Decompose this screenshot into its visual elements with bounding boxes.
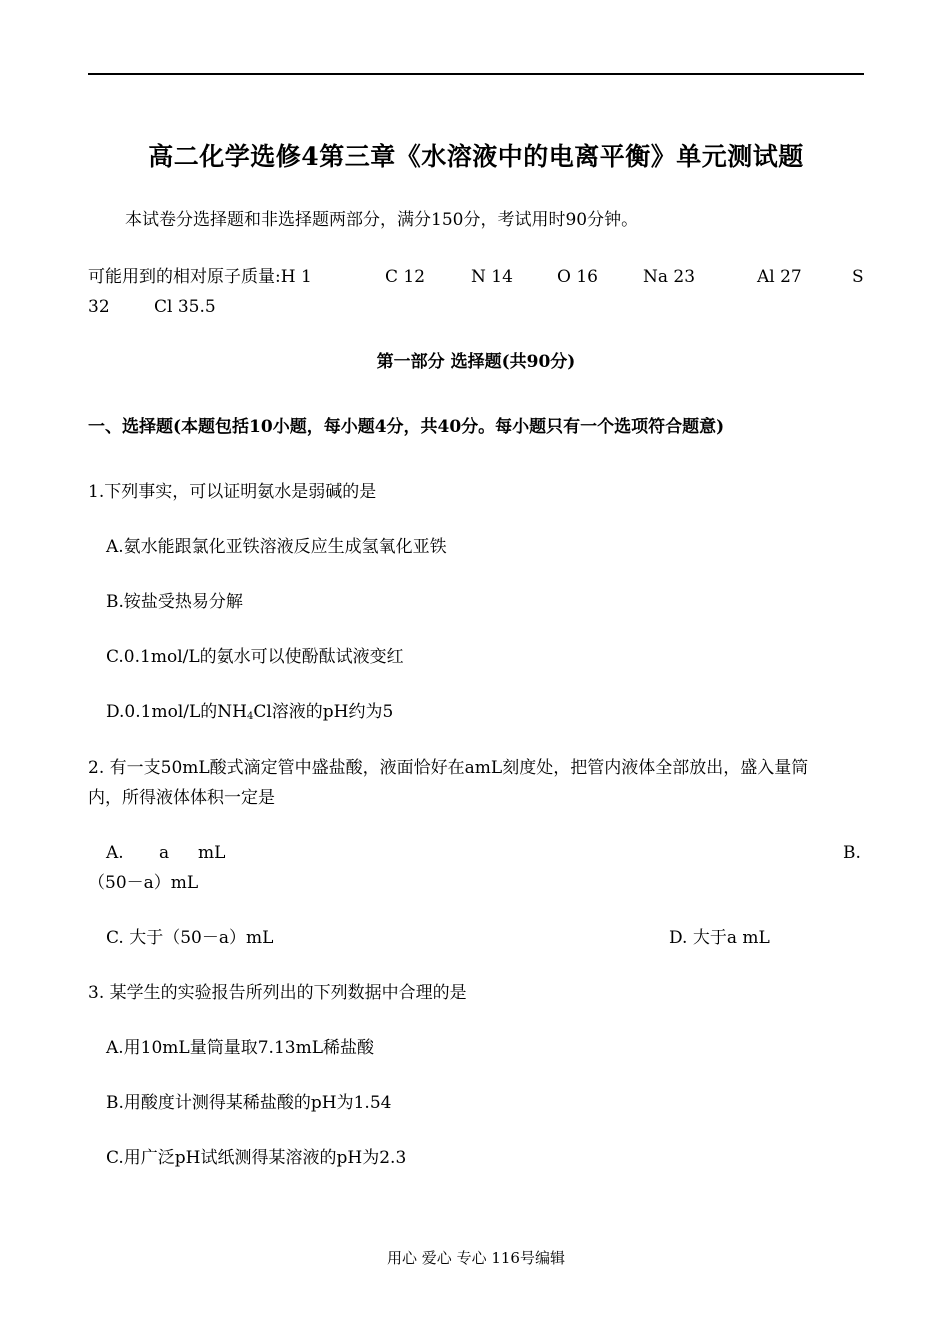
question-2-option-d: D. 大于a mL <box>669 928 770 948</box>
question-1-option-b: B.铵盐受热易分解 <box>106 592 243 612</box>
part-heading: 第一部分 选择题(共90分) <box>376 352 576 372</box>
atomic-mass-item: S <box>852 267 864 287</box>
question-2-stem-line2: 内，所得液体体积一定是 <box>88 788 275 808</box>
question-3-option-c: C.用广泛pH试纸测得某溶液的pH为2.3 <box>106 1148 407 1168</box>
question-3-option-b: B.用酸度计测得某稀盐酸的pH为1.54 <box>106 1093 392 1113</box>
atomic-mass-item: Na 23 <box>643 267 696 287</box>
header-rule <box>88 73 864 75</box>
atomic-mass-item: 32 <box>88 297 110 317</box>
question-1-option-c: C.0.1mol/L的氨水可以使酚酞试液变红 <box>106 647 404 667</box>
question-2-option-b-value: （50－a）mL <box>88 873 199 893</box>
atomic-mass-item: Cl 35.5 <box>154 297 216 317</box>
question-2-option-a-value: a <box>159 843 170 863</box>
question-2-option-a-label: A. <box>106 843 124 863</box>
question-1-option-a: A.氨水能跟氯化亚铁溶液反应生成氢氧化亚铁 <box>106 537 447 557</box>
question-2-option-c: C. 大于（50－a）mL <box>106 928 274 948</box>
intro-text: 本试卷分选择题和非选择题两部分，满分150分，考试用时90分钟。 <box>125 210 639 230</box>
atomic-mass-item: C 12 <box>385 267 426 287</box>
question-3-option-a: A.用10mL量筒量取7.13mL稀盐酸 <box>106 1038 374 1058</box>
page-title: 高二化学选修4第三章《水溶液中的电离平衡》单元测试题 <box>148 142 804 171</box>
question-1-option-d: D.0.1mol/L的$NH_4Cl$溶液的pH约为5 <box>106 702 394 722</box>
question-3-stem: 3. 某学生的实验报告所列出的下列数据中合理的是 <box>88 983 467 1003</box>
atomic-mass-item: O 16 <box>557 267 598 287</box>
atomic-mass-item: N 14 <box>471 267 513 287</box>
atomic-mass-label: 可能用到的相对原子质量:H 1 <box>88 267 312 287</box>
page-footer: 用心 爱心 专心 116号编辑 <box>387 1249 565 1267</box>
section-heading: 一、选择题(本题包括10小题，每小题4分，共40分。每小题只有一个选项符合题意) <box>88 417 725 437</box>
question-1-stem: 1.下列事实，可以证明氨水是弱碱的是 <box>88 482 377 502</box>
question-2-option-b-label: B. <box>843 843 861 863</box>
question-2-option-a-unit: mL <box>198 843 226 863</box>
atomic-mass-item: Al 27 <box>757 267 802 287</box>
question-2-stem-line1: 2. 有一支50mL酸式滴定管中盛盐酸，液面恰好在amL刻度处，把管内液体全部放出，盛入量筒 <box>88 758 809 778</box>
